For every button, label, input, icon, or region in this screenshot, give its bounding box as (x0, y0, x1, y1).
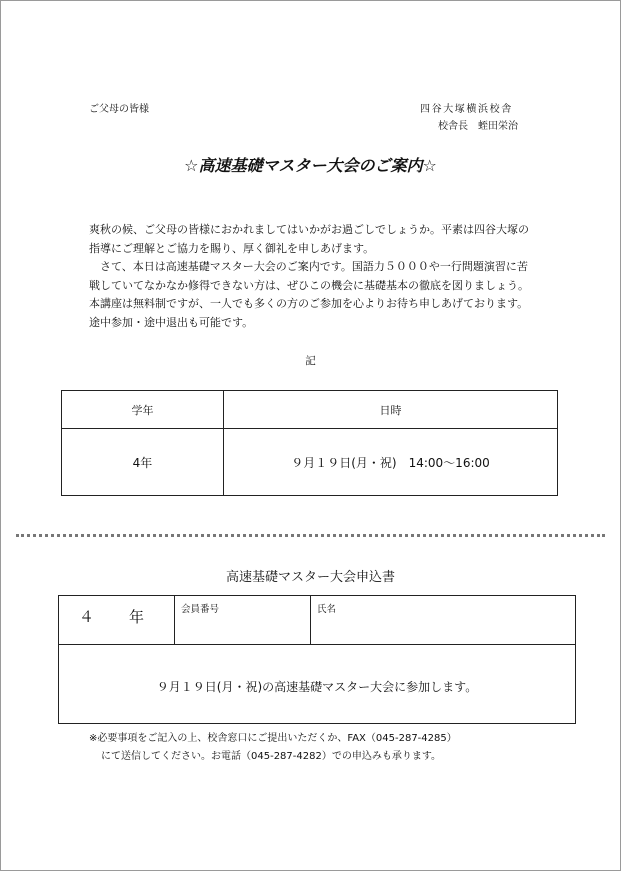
submission-notes (89, 730, 559, 766)
body-text (89, 221, 534, 333)
schedule-header-row (62, 391, 558, 429)
grade-cell: 4年 (62, 429, 224, 496)
name-label: 氏名 (317, 604, 337, 615)
datetime-cell: ９月１９日(月・祝) 14:00〜16:00 (224, 429, 558, 496)
document-title: ☆高速基礎マスター大会のご案内☆ (184, 156, 437, 175)
schedule-table (61, 390, 558, 496)
name-field[interactable] (311, 596, 577, 645)
member-number-label: 会員番号 (181, 604, 220, 615)
datetime-header: 日時 (224, 391, 558, 429)
application-form (58, 595, 576, 724)
participation-statement: ９月１９日(月・祝)の高速基礎マスター大会に参加します。 (156, 680, 478, 694)
body-paragraph-1: 爽秋の候、ご父母の皆様におかれましてはいかがお過ごしでしょうか。平素は四谷大塚の指導にご理解とご協力を賜り、厚く御礼を申しあげます。 (89, 223, 529, 255)
cut-line (16, 534, 605, 537)
form-grade: ４ 年 (59, 596, 175, 645)
body-paragraph-2 (89, 258, 534, 332)
ki-heading: 記 (305, 355, 316, 367)
school-name: 四谷大塚横浜校舎 (420, 104, 513, 115)
principal-name: 校舎長 蛭田栄治 (438, 121, 518, 132)
application-form-title: 高速基礎マスター大会申込書 (225, 570, 395, 585)
addressee: ご父母の皆様 (89, 104, 149, 115)
member-number-field[interactable] (175, 596, 311, 645)
application-form-top-row (59, 596, 575, 645)
note-line-1: ※必要事項をご記入の上、校舎窓口にご提出いただくか、FAX（045-287-4285） (89, 733, 457, 744)
note-line-2: にて送信してください。お電話（045-287-4282）での申込みも承ります。 (101, 751, 442, 762)
body-paragraph-2-text: さて、本日は高速基礎マスター大会のご案内です。国語力５０００や一行問題演習に苦戦していてなかなか修得できない方は、ぜひこの機会に基礎基本の徹底を図りましょう。本講座は無料制ですが、一人でも多くの方のご参加を心よりお待ち申しあげております。途中参加・途中退出も可能です。 (89, 260, 529, 329)
grade-header: 学年 (62, 391, 224, 429)
table-row (62, 429, 558, 496)
